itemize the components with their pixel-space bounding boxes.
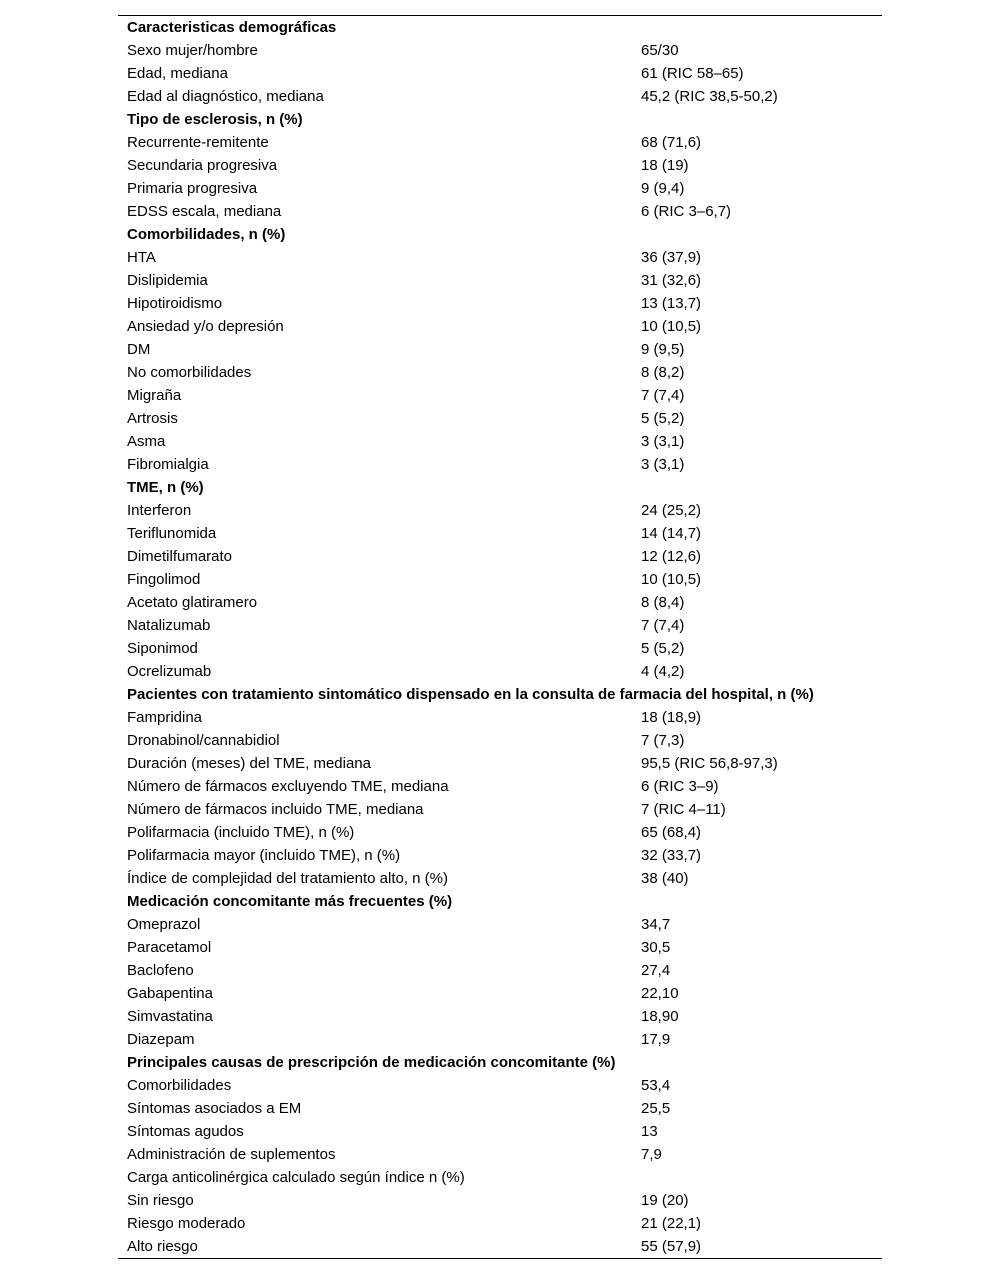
row-value: 68 (71,6) [641,134,702,151]
section-header-row [118,683,882,706]
table-row [118,522,882,545]
row-label: Ansiedad y/o depresión [127,318,284,335]
row-value: 6 (RIC 3–9) [641,778,719,795]
row-value [632,16,882,39]
row-label: Interferon [127,502,192,519]
row-label: Teriflunomida [127,525,217,542]
row-value: 53,4 [641,1077,671,1094]
table-row [118,62,882,85]
row-label: Baclofeno [127,962,194,979]
row-label: Diazepam [127,1031,195,1048]
row-label: Fingolimod [127,571,201,588]
row-value: 21 (22,1) [641,1215,702,1232]
row-value [632,476,882,499]
row-value: 13 (13,7) [641,295,702,312]
row-label: Número de fármacos excluyendo TME, mediana [127,778,449,795]
row-label: Gabapentina [127,985,213,1002]
row-label: Comorbilidades [127,1077,232,1094]
table-body [118,16,882,1258]
section-title: Tipo de esclerosis, n (%) [127,111,303,128]
row-value [632,890,882,913]
row-label: Duración (meses) del TME, mediana [127,755,371,772]
row-label: No comorbilidades [127,364,252,381]
row-label: Polifarmacia (incluido TME), n (%) [127,824,355,841]
table-row [118,1143,882,1166]
row-value: 8 (8,4) [641,594,685,611]
section-title: Caracteristicas demográficas [127,19,337,36]
row-label: Ocrelizumab [127,663,212,680]
table-row [118,660,882,683]
row-value: 19 (20) [641,1192,689,1209]
row-label: Natalizumab [127,617,211,634]
table-row [118,1189,882,1212]
table-row [118,292,882,315]
row-value: 38 (40) [641,870,689,887]
row-value: 3 (3,1) [641,456,685,473]
row-label: Paracetamol [127,939,212,956]
row-value: 30,5 [641,939,671,956]
table-row [118,614,882,637]
row-value: 22,10 [641,985,679,1002]
row-value: 95,5 (RIC 56,8-97,3) [641,755,778,772]
row-label: Dislipidemia [127,272,208,289]
section-title: Medicación concomitante más frecuentes (%) [127,893,453,910]
table-row [118,1005,882,1028]
row-value: 65/30 [641,42,679,59]
table-row [118,936,882,959]
row-value: 61 (RIC 58–65) [641,65,744,82]
row-label: Alto riesgo [127,1238,198,1255]
row-value: 27,4 [641,962,671,979]
row-value [632,108,882,131]
table-row [118,844,882,867]
table-row [118,384,882,407]
row-value: 12 (12,6) [641,548,702,565]
table-row [118,545,882,568]
row-label: Migraña [127,387,182,404]
row-value: 25,5 [641,1100,671,1117]
table-row [118,1074,882,1097]
row-value: 3 (3,1) [641,433,685,450]
row-label: Administración de suplementos [127,1146,336,1163]
table-row [118,361,882,384]
table-row [118,568,882,591]
row-label: Hipotiroidismo [127,295,223,312]
row-label: Sexo mujer/hombre [127,42,258,59]
table-row [118,269,882,292]
table-row [118,1235,882,1258]
row-label: Recurrente-remitente [127,134,269,151]
table-row [118,729,882,752]
row-label: Fampridina [127,709,203,726]
row-value: 7 (RIC 4–11) [641,801,726,818]
row-value: 7 (7,4) [641,617,685,634]
row-value: 5 (5,2) [641,410,685,427]
row-value: 6 (RIC 3–6,7) [641,203,732,220]
row-label: Sin riesgo [127,1192,194,1209]
table-row [118,775,882,798]
row-label: EDSS escala, mediana [127,203,282,220]
row-value: 13 [641,1123,658,1140]
table-row [118,706,882,729]
table-row [118,1097,882,1120]
table-row [118,1212,882,1235]
table-row [118,913,882,936]
row-label: Dronabinol/cannabidiol [127,732,280,749]
row-label: Síntomas asociados a EM [127,1100,302,1117]
row-label: Acetato glatiramero [127,594,258,611]
row-value: 7 (7,3) [641,732,685,749]
row-label: Síntomas agudos [127,1123,244,1140]
row-label: Secundaria progresiva [127,157,278,174]
row-value: 55 (57,9) [641,1238,702,1255]
table-row [118,1028,882,1051]
row-value: 32 (33,7) [641,847,702,864]
row-label: HTA [127,249,156,266]
row-label: Dimetilfumarato [127,548,233,565]
table-row [118,867,882,890]
table-row [118,407,882,430]
table-row [118,1120,882,1143]
row-value: 4 (4,2) [641,663,685,680]
section-header-row [118,108,882,131]
section-title: Comorbilidades, n (%) [127,226,286,243]
table-row [118,131,882,154]
row-value: 31 (32,6) [641,272,702,289]
row-label: Carga anticolinérgica calculado según índice n (%) [127,1169,465,1186]
bottom-rule [118,1258,882,1259]
row-value: 18 (19) [641,157,689,174]
row-label: Primaria progresiva [127,180,258,197]
row-label: Edad al diagnóstico, mediana [127,88,324,105]
row-label: Artrosis [127,410,178,427]
row-label: Número de fármacos incluido TME, mediana [127,801,424,818]
row-value [632,1166,882,1189]
table-row [118,85,882,108]
row-label: Siponimod [127,640,198,657]
table-row [118,637,882,660]
row-label: Fibromialgia [127,456,209,473]
row-value: 34,7 [641,916,671,933]
row-label: Simvastatina [127,1008,213,1025]
table-row [118,177,882,200]
table-row [118,154,882,177]
table-row [118,1166,882,1189]
row-label: Omeprazol [127,916,201,933]
characteristics-table [118,16,882,1258]
row-value [632,223,882,246]
table-row [118,430,882,453]
row-label: Riesgo moderado [127,1215,246,1232]
section-header-row [118,476,882,499]
table-row [118,591,882,614]
row-value: 8 (8,2) [641,364,685,381]
row-value: 18,90 [641,1008,679,1025]
table-row [118,453,882,476]
row-value: 45,2 (RIC 38,5-50,2) [641,88,778,105]
row-value: 7,9 [641,1146,662,1163]
row-value: 9 (9,4) [641,180,685,197]
section-header-row [118,223,882,246]
section-title: TME, n (%) [127,479,204,496]
data-table [118,15,882,1259]
row-label: Edad, mediana [127,65,228,82]
row-value: 24 (25,2) [641,502,702,519]
row-label: Asma [127,433,166,450]
table-row [118,246,882,269]
section-title: Pacientes con tratamiento sintomático dispensado en la consulta de farmacia del hospital, n (%) [127,686,814,703]
table-row [118,752,882,775]
row-value: 10 (10,5) [641,571,702,588]
row-label: Índice de complejidad del tratamiento alto, n (%) [127,870,449,887]
row-value: 17,9 [641,1031,671,1048]
table-row [118,338,882,361]
row-value [632,1051,882,1074]
row-value: 14 (14,7) [641,525,702,542]
row-label: DM [127,341,151,358]
section-header-row [118,890,882,913]
section-header-row [118,16,882,39]
table-row [118,39,882,62]
row-value: 36 (37,9) [641,249,702,266]
table-row [118,499,882,522]
table-row [118,959,882,982]
table-row [118,821,882,844]
row-value: 5 (5,2) [641,640,685,657]
section-title: Principales causas de prescripción de medicación concomitante (%) [127,1054,616,1071]
row-value: 7 (7,4) [641,387,685,404]
table-row [118,315,882,338]
table-row [118,200,882,223]
row-value: 65 (68,4) [641,824,702,841]
section-header-row [118,1051,882,1074]
row-value: 10 (10,5) [641,318,702,335]
row-value: 18 (18,9) [641,709,702,726]
row-value: 9 (9,5) [641,341,685,358]
row-label: Polifarmacia mayor (incluido TME), n (%) [127,847,401,864]
table-row [118,982,882,1005]
table-row [118,798,882,821]
